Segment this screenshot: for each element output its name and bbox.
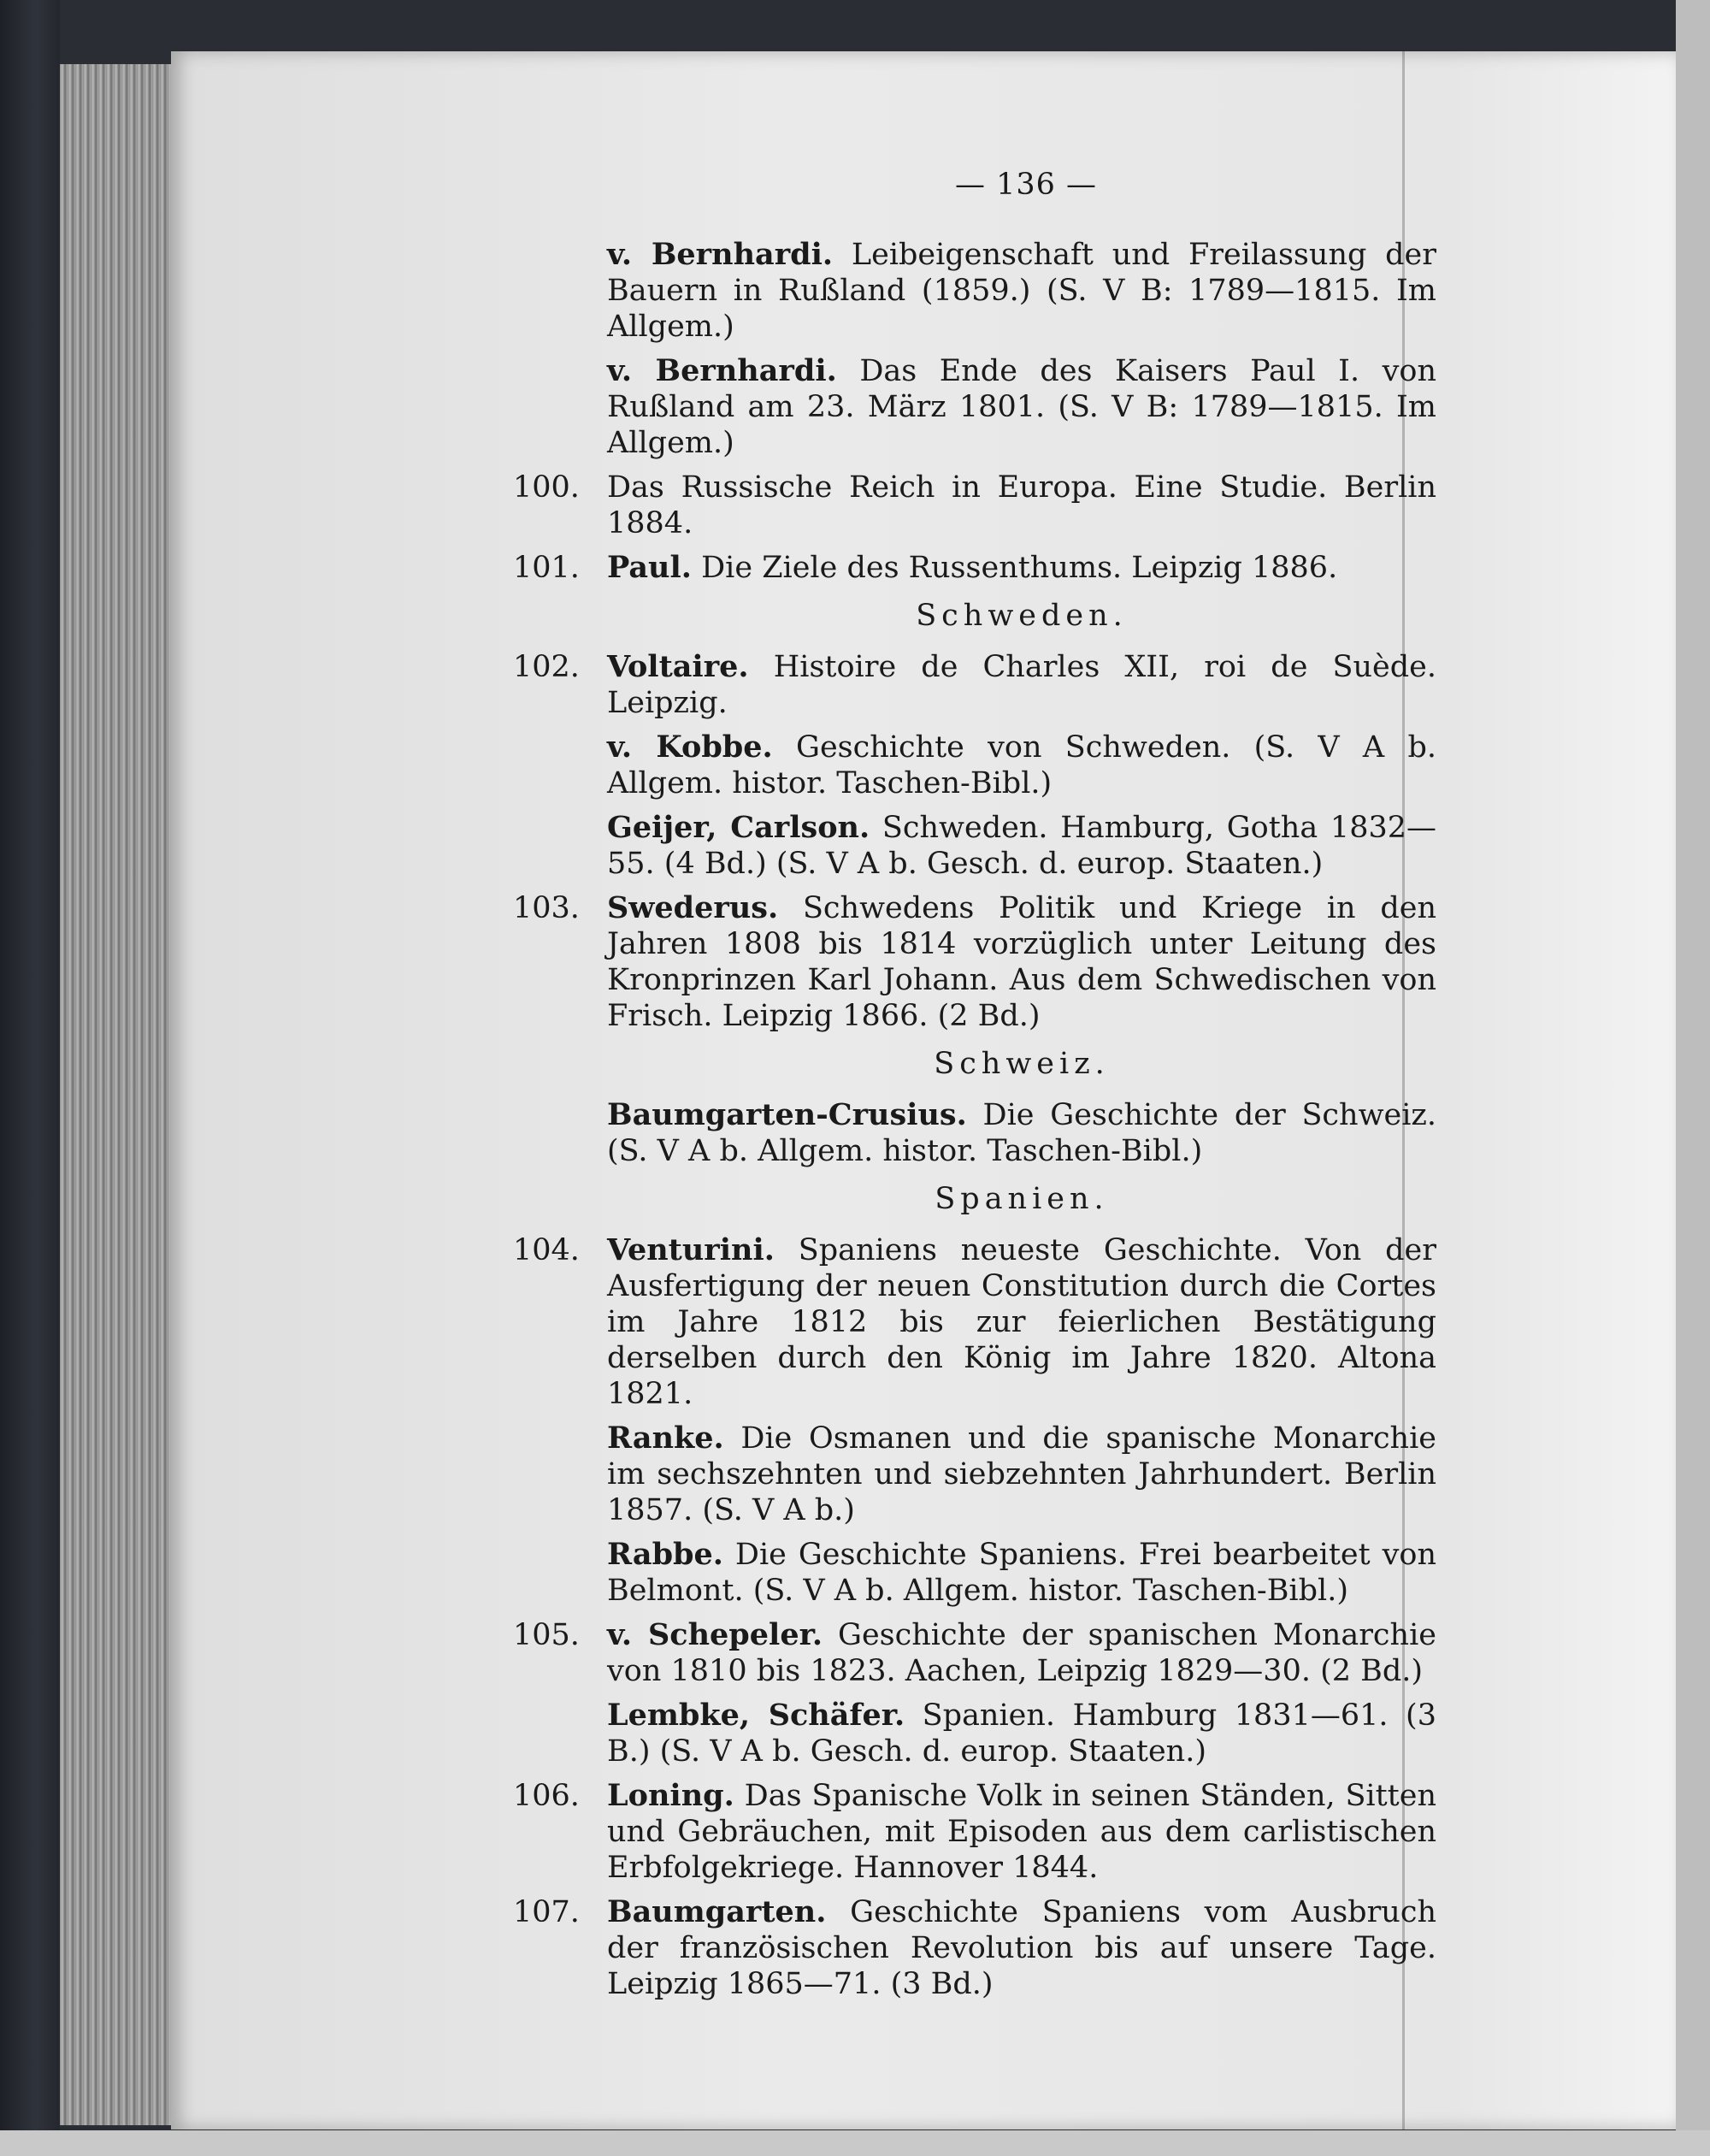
entry-number: 105. (513, 1618, 580, 1652)
entry-number: 106. (513, 1779, 580, 1813)
entry-author: Geijer, Carlson. (607, 810, 870, 845)
entry-text: Das Spanische Volk in seinen Ständen, Sitten und Gebräuchen, mit Episoden aus dem carlistischen Erbfolgekriege. Hannover 1844. (607, 1779, 1436, 1885)
bibliography-entry (513, 353, 1436, 461)
bibliography-entry (513, 890, 1436, 1034)
section-heading-schweiz: Schweiz. (934, 1047, 1110, 1081)
backdrop-bottom (0, 2130, 1710, 2156)
bibliography-entry (513, 1537, 1436, 1609)
entry-author: Rabbe. (607, 1537, 723, 1572)
entry-number: 102. (513, 650, 580, 684)
entry-author: Swederus. (607, 890, 779, 925)
entry-number: 107. (513, 1895, 580, 1929)
entry-author: Baumgarten-Crusius. (607, 1097, 967, 1132)
entry-author: Loning. (607, 1778, 734, 1813)
entry-author: v. Schepeler. (607, 1617, 823, 1652)
backdrop (1676, 0, 1710, 2156)
entry-author: Voltaire. (607, 649, 749, 684)
bibliography-entry (513, 649, 1436, 721)
entry-text: Geschichte Spaniens vom Ausbruch der französischen Revolution bis auf unsere Tage. Leipzig 1865—71. (3 Bd.) (607, 1895, 1436, 2001)
bibliography-entry (513, 1421, 1436, 1528)
entry-text: Die Ziele des Russenthums. Leipzig 1886. (691, 551, 1338, 585)
entry-author: v. Bernhardi. (607, 237, 834, 272)
entry-text: Geschichte der spanischen Monarchie von 1810 bis 1823. Aachen, Leipzig 1829—30. (2 Bd.) (607, 1618, 1436, 1688)
entry-text: Schwedens Politik und Kriege in den Jahren 1808 bis 1814 vorzüglich unter Leitung des Kronprinzen Karl Johann. Aus dem Schwedischen von Frisch. Leipzig 1866. (2 Bd.) (607, 891, 1436, 1033)
entry-text: Histoire de Charles XII, roi de Suède. Leipzig. (607, 650, 1436, 720)
bibliography-entry (513, 550, 1436, 586)
page-text (513, 167, 1436, 2011)
section-heading-spanien: Spanien. (935, 1182, 1109, 1216)
section-heading-schweden: Schweden. (916, 599, 1128, 633)
entry-text: Spaniens neueste Geschichte. Von der Ausfertigung der neuen Constitution durch die Cortes im Jahre 1812 bis zur feierlichen Bestätigung derselben durch den König im Jahre 1820. Altona 1821. (607, 1233, 1436, 1411)
entry-author: Baumgarten. (607, 1894, 827, 1929)
entry-text: Das Russische Reich in Europa. Eine Studie. Berlin 1884. (607, 470, 1436, 540)
entry-author: v. Bernhardi. (607, 353, 837, 388)
entry-text: Leibeigenschaft und Freilassung der Bauern in Rußland (1859.) (S. V B: 1789—1815. Im Allgem.) (607, 238, 1436, 344)
entry-text: Geschichte von Schweden. (S. V A b. Allgem. histor. Taschen-Bibl.) (607, 730, 1436, 800)
bibliography-entry (513, 237, 1436, 345)
bibliography-entry (513, 1232, 1436, 1412)
bibliography-entry (513, 1894, 1436, 2002)
entry-number: 104. (513, 1233, 580, 1267)
bibliography-entry (513, 1778, 1436, 1886)
book-spine (0, 0, 60, 2156)
bibliography-entry (513, 729, 1436, 801)
bibliography-entry (513, 810, 1436, 882)
entry-author: Lembke, Schäfer. (607, 1698, 905, 1733)
bibliography-entry (513, 1097, 1436, 1169)
bibliography-entry (513, 470, 1436, 541)
entry-text: Die Geschichte Spaniens. Frei bearbeitet von Belmont. (S. V A b. Allgem. histor. Taschen-Bibl.) (607, 1538, 1436, 1608)
entry-text: Spanien. Hamburg 1831—61. (3 B.) (S. V A b. Gesch. d. europ. Staaten.) (607, 1698, 1436, 1769)
entry-number: 103. (513, 891, 580, 925)
bibliography-entry (513, 1617, 1436, 1689)
entry-author: Paul. (607, 550, 692, 585)
page-edges (60, 64, 171, 2125)
entry-number: 101. (513, 551, 580, 585)
entry-text: Die Geschichte der Schweiz. (S. V A b. Allgem. histor. Taschen-Bibl.) (607, 1098, 1436, 1168)
bibliography-entry (513, 1698, 1436, 1769)
entry-number: 100. (513, 470, 580, 505)
entry-text: Schweden. Hamburg, Gotha 1832—55. (4 Bd.) (S. V A b. Gesch. d. europ. Staaten.) (607, 811, 1436, 881)
page-number: — 136 — (954, 168, 1098, 202)
entry-text: Das Ende des Kaisers Paul I. von Rußland am 23. März 1801. (S. V B: 1789—1815. Im Allgem.) (607, 354, 1436, 460)
entry-author: Ranke. (607, 1421, 724, 1456)
entry-author: v. Kobbe. (607, 729, 773, 765)
entry-author: Venturini. (607, 1232, 775, 1267)
entry-text: Die Osmanen und die spanische Monarchie im sechszehnten und siebzehnten Jahrhundert. Berlin 1857. (S. V A b.) (607, 1421, 1436, 1527)
